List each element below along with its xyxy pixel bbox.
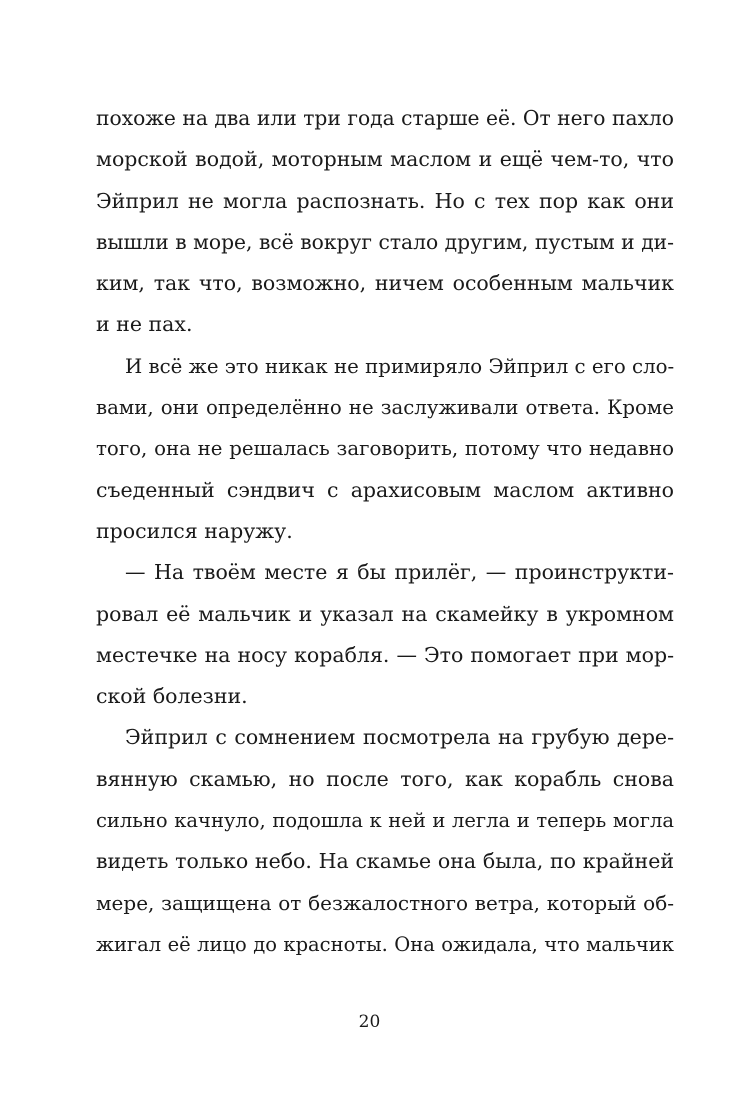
text-line: — На твоём месте я бы прилёг, — проинструкти- [125,560,674,585]
body-text [96,98,674,965]
paragraph-2 [96,346,674,552]
text-line: Эйприл с сомнением посмотрела на грубую дере- [125,725,674,750]
text-line: вами, они определённо не заслуживали ответа. Кроме [96,396,674,420]
text-line: того, она не решалась заговорить, потому что недавно [96,437,674,461]
text-line: местечке на носу корабля. — Это помогает при мор- [96,642,674,667]
text-line: видеть только небо. На скамье она была, по крайней [96,849,674,874]
text-line: мере, защищена от безжалостного ветра, который об- [96,890,674,915]
text-line: жигал её лицо до красноты. Она ожидала, что мальчик [96,932,674,956]
text-line: ким, так что, возможно, ничем особенным мальчик [96,271,674,296]
text-line: похоже на два или три года старше её. От него пахло [96,106,674,130]
text-line: вышли в море, всё вокруг стало другим, пустым и ди- [96,229,674,254]
text-line: съеденный сэндвич с арахисовым маслом активно [96,477,674,502]
page-number: 20 [358,1012,381,1032]
text-line: вянную скамью, но после того, как корабль снова [96,766,674,791]
text-line: сильно качнуло, подошла к ней и легла и теперь могла [96,809,674,833]
paragraph-3 [96,552,674,717]
text-line: морской водой, моторным маслом и ещё чем-то, что [96,147,674,172]
text-line: И всё же это никак не примиряло Эйприл с его сло- [125,354,675,378]
paragraph-4 [96,717,674,965]
text-line: Эйприл не могла распознать. Но с тех пор как они [96,188,674,213]
text-line: ской болезни. [96,684,248,709]
text-line: ровал её мальчик и указал на скамейку в укромном [96,601,674,626]
text-line: и не пах. [96,312,193,337]
text-line: просился наружу. [96,518,293,543]
paragraph-1 [96,98,674,346]
